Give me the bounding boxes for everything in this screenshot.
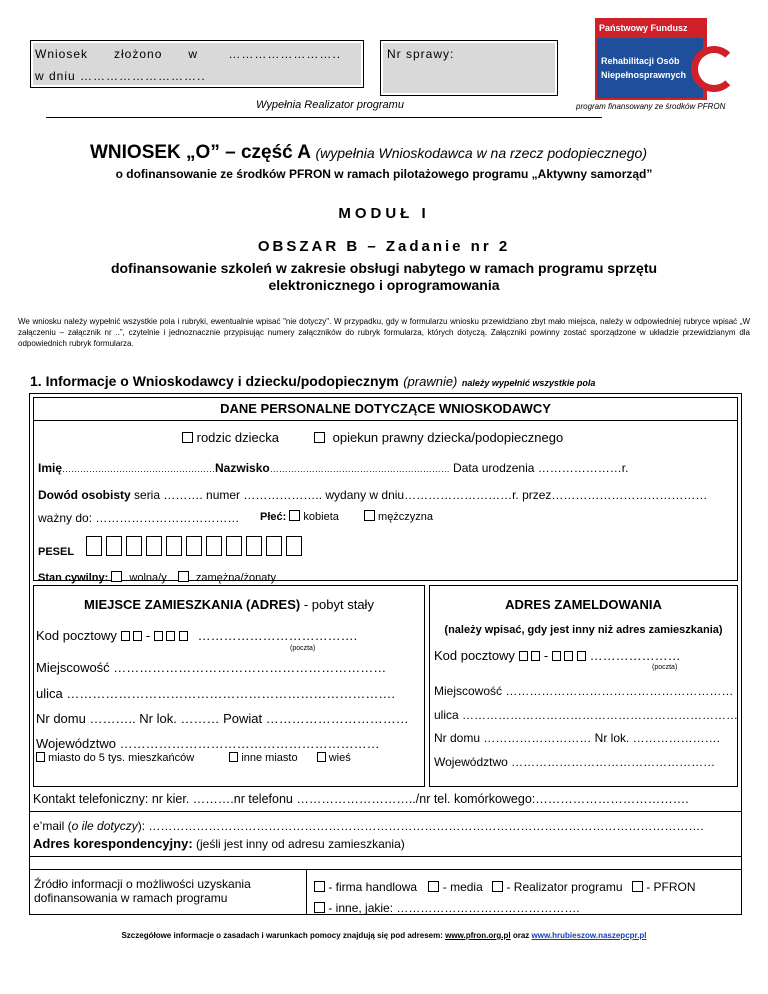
wazny-field[interactable]: ważny do: ……………………………… [38,511,240,525]
section1-paren: (prawnie) [403,374,458,389]
pesel-digit[interactable] [126,536,142,556]
footer-mid: oraz [512,931,530,940]
pesel-digit[interactable] [106,536,122,556]
kobieta-checkbox[interactable] [289,510,300,521]
stan-label: Stan cywilny: [38,572,109,584]
imie-row[interactable] [38,461,628,475]
nr-domu2-field[interactable]: Nr domu ……………………… Nr lok. …………………. [434,731,721,745]
zrodlo-top-rule [29,869,742,870]
koresp-label: Adres korespondencyjny: [33,836,193,851]
realizator-checkbox[interactable] [492,881,503,892]
zrodlo-divider [306,870,307,915]
header-rule [46,117,602,118]
pesel-digit[interactable] [286,536,302,556]
wniosek-box [30,40,364,88]
desc-line2: elektronicznego i oprogramowania [268,277,500,293]
zrodlo-options-row1 [314,880,696,894]
footer-link-pfron[interactable]: www.pfron.org.pl [445,931,511,940]
inne-checkbox[interactable] [314,902,325,913]
miejscowosc-type-row [36,752,351,764]
wolna-checkbox[interactable] [111,571,122,582]
media-label: - media [442,880,483,894]
kod-dash: - [145,628,154,643]
kod2-digit[interactable] [552,651,561,661]
kod-digit[interactable] [154,631,163,641]
section1-title: 1. Informacje o Wnioskodawcy i dziecku/podopiecznym [30,373,399,389]
zamezna-checkbox[interactable] [178,571,189,582]
kod2-digit[interactable] [531,651,540,661]
realizator-label: - Realizator programu [506,880,623,894]
mz-title-row [33,597,425,612]
wojewodztwo-field[interactable]: Województwo …………………………………………………… [36,736,380,751]
pesel-field[interactable] [86,536,306,558]
title-main: WNIOSEK „O” – część A [90,142,312,163]
nr-domu-field[interactable]: Nr domu ……….. Nr lok. ……… Powiat …………………………… [36,711,409,726]
imie-field[interactable]: …………………………………………… [62,464,216,474]
email-field[interactable]: ): …………………………………………………………………………………………………………………………. [137,819,704,833]
logo-circle [691,46,737,92]
mz-note: - pobyt stały [303,597,374,612]
mezczyzna-label: mężczyzna [378,511,434,523]
opiekun-option[interactable] [314,430,563,445]
kod2-dash: - [543,648,552,663]
wies-label: wieś [328,752,351,764]
email-row[interactable] [33,819,704,833]
desc-line1: dofinansowanie szkoleń w zakresie obsługi nabytego w ramach programu sprzętu [110,260,658,276]
section1-heading [30,373,595,391]
title-sub: o dofinansowanie ze środków PFRON w ramach pilotażowego programu „Aktywny samorząd” [115,167,653,181]
footer-pre: Szczegółowe informacje o zasadach i warunkach pomocy znajdują się pod adresem: [121,931,443,940]
nr-sprawy-box [380,40,558,96]
wojewodztwo2-field[interactable]: Województwo …………………………………………… [434,755,716,769]
section1-note: należy wypełnić wszystkie pola [461,378,596,388]
kod-digit[interactable] [179,631,188,641]
poczta2-hint: (poczta) [652,664,678,671]
rodzic-option[interactable] [182,430,279,445]
miejscowosc-field[interactable]: Miejscowość ……………………………………………………… [36,660,387,675]
miejscowosc2-field[interactable]: Miejscowość ………………………………………………… [434,684,734,698]
zrodlo-label: Źródło informacji o możliwości uzyskania dofinansowania w ramach programu [34,877,251,905]
footer-note [0,931,768,940]
inne-miasto-checkbox[interactable] [229,752,238,762]
title-line [90,142,647,164]
obszar-title: OBSZAR B – Zadanie nr 2 [257,238,511,255]
koresp-row [33,836,405,851]
kod2-label: Kod pocztowy [434,648,515,663]
kod2-digit[interactable] [564,651,573,661]
pfron-checkbox[interactable] [632,881,643,892]
az-title: ADRES ZAMELDOWANIA [505,597,662,612]
data-urodzenia-field[interactable]: Data urodzenia …………………r. [453,461,629,475]
pesel-digit[interactable] [246,536,262,556]
pesel-digit[interactable] [146,536,162,556]
dowod-label: Dowód osobisty [38,488,131,502]
email-label: e’mail ( [33,819,72,833]
wniosek-line2: w dniu ……………………….. [35,69,206,83]
kod-label: Kod pocztowy [36,628,117,643]
pfron-logo [595,18,743,100]
firma-label: - firma handlowa [328,880,418,894]
pesel-digit[interactable] [206,536,222,556]
wniosek-line1: Wniosek złożono w …………………….. [35,47,342,61]
poczta-hint: (poczta) [290,645,316,652]
opiekun-checkbox[interactable] [314,432,325,443]
inne-miasto-label: inne miasto [241,752,298,764]
logo-blue-panel [597,38,703,98]
firma-checkbox[interactable] [314,881,325,892]
imie-label: Imię [38,461,63,475]
kontakt-rule [29,811,742,812]
kod2-row[interactable] [434,648,681,663]
title-main-note: (wypełnia Wnioskodawca w na rzecz podopiecznego) [315,145,647,161]
ulica2-field[interactable]: ulica …………………………………………………………… [434,708,739,722]
dowod-row[interactable] [38,488,707,502]
logo-line1: Państwowy Fundusz [599,23,688,33]
plec-row [260,510,433,523]
dowod-field[interactable]: seria ………. numer ……………….. wydany w dniu………………………r. przez………………………………… [134,488,708,502]
nr-sprawy-label: Nr sprawy: [387,47,455,61]
kod-digit[interactable] [166,631,175,641]
email-italic: o ile dotyczy [71,819,138,833]
pesel-digit[interactable] [86,536,102,556]
pfron-label: - PFRON [646,880,696,894]
pesel-label: PESEL [38,546,75,558]
pesel-digit[interactable] [166,536,182,556]
logo-line2: Rehabilitacji Osób [601,56,680,66]
logo-line3: Niepełnosprawnych [601,70,687,80]
kod-digit[interactable] [121,631,130,641]
koresp-note: (jeśli jest inny od adresu zamieszkania) [196,837,405,851]
kod2-digit[interactable] [519,651,528,661]
miasto5-checkbox[interactable] [36,752,45,762]
pesel-digit[interactable] [226,536,242,556]
media-checkbox[interactable] [428,881,439,892]
footer-link-pcpr[interactable]: www.hrubieszow.naszepcpr.pl [531,931,647,940]
poczta-field[interactable]: ………………………………. [197,628,358,643]
inne-field[interactable]: - inne, jakie: ………………………………………. [328,901,580,915]
kontakt-field[interactable]: Kontakt telefoniczny: nr kier. ……….nr telefonu ………………………../nr tel. komórkowego:………………………………. [33,792,689,806]
wolna-label: wolna/y [129,572,167,584]
stan-cywilny-row [38,571,276,584]
miasto5-label: miasto do 5 tys. mieszkańców [48,752,195,764]
nazwisko-label: Nazwisko [215,461,270,475]
instructions-text: We wniosku należy wypełnić wszystkie pola i rubryki, ewentualnie wpisać "nie dotyczy". W przypadku, gdy w formularzu wniosku przewidziano zbyt mało miejsca, należy w odpowiedniej rubryce wpisać „W załączeniu – załącznik nr ..”, czytelnie i jednoznacznie przypisując numery załączników do rubryk formularza, których dotyczą. Załączniki powinny zostać sporządzone w układzie przewidzianym dla odpowiednich rubryk formularza. [18,317,750,348]
zamezna-label: zamężna/żonaty [195,572,276,584]
pfron-note: program finansowany ze środków PFRON [576,102,726,111]
wies-checkbox[interactable] [317,752,326,762]
zrodlo-options-row2 [314,901,580,915]
realizator-note: Wypełnia Realizator programu [256,99,404,111]
koresp-rule [29,856,742,857]
plec-label: Płeć: [260,511,287,523]
dane-title: DANE PERSONALNE DOTYCZĄCE WNIOSKODAWCY [220,401,551,416]
az-note: (należy wpisać, gdy jest inny niż adres zamieszkania) [444,624,723,636]
dane-title-rule [33,420,738,421]
mezczyzna-checkbox[interactable] [364,510,375,521]
rodzic-label: rodzic dziecka [196,430,279,445]
ulica-field[interactable]: ulica …………………………………………………………………. [36,686,395,701]
poczta2-field[interactable]: ………………… [589,648,681,663]
kod-digit[interactable] [133,631,142,641]
pesel-digit[interactable] [186,536,202,556]
rodzic-checkbox[interactable] [182,432,193,443]
pesel-digit[interactable] [266,536,282,556]
kobieta-label: kobieta [303,511,339,523]
mz-title: MIEJSCE ZAMIESZKANIA (ADRES) [84,597,301,612]
nazwisko-field[interactable]: …………………………………………………… [269,464,450,474]
kod-pocztowy-row[interactable] [36,628,357,643]
modul-title: MODUŁ I [338,205,430,222]
opiekun-label: opiekun prawny dziecka/podopiecznego [332,430,564,445]
kod2-digit[interactable] [577,651,586,661]
